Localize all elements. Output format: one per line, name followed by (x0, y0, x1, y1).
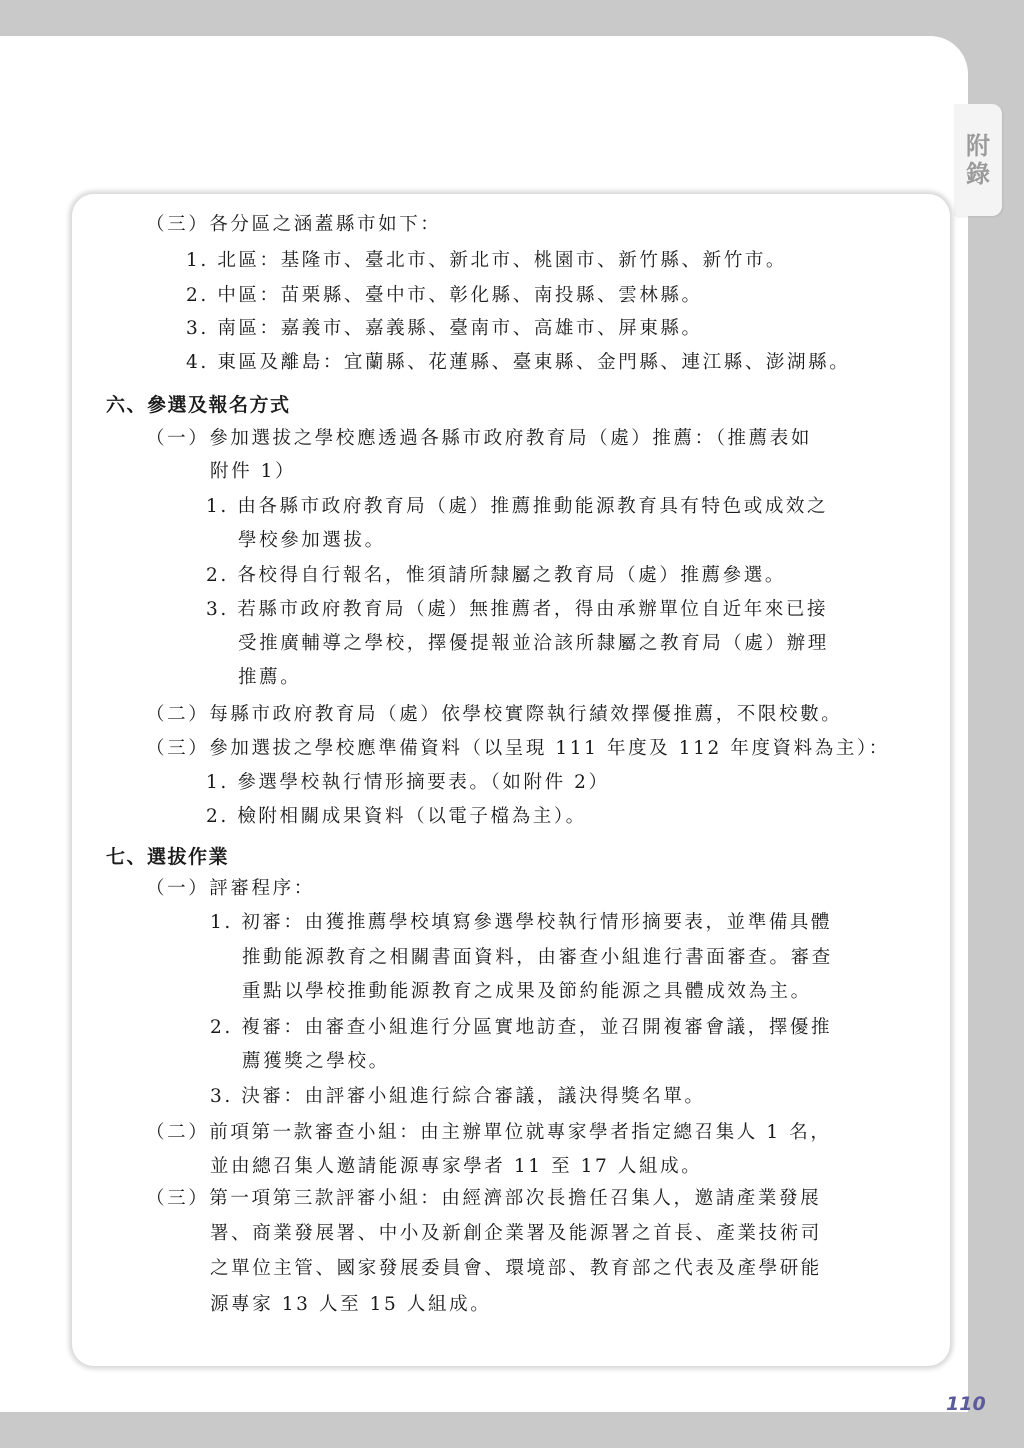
list-item: 重點以學校推動能源教育之成果及節約能源之具體成效為主。 (242, 981, 812, 1002)
list-item: 推薦。 (238, 667, 302, 688)
section-heading: 六、參選及報名方式 (106, 394, 291, 416)
list-item: 2. 中區：苗栗縣、臺中市、彰化縣、南投縣、雲林縣。 (186, 285, 703, 306)
list-item: 署、商業發展署、中小及新創企業署及能源署之首長、產業技術司 (210, 1223, 822, 1244)
appendix-tab (954, 104, 1002, 216)
list-item: 2. 各校得自行報名，惟須請所隸屬之教育局（處）推薦參選。 (206, 565, 786, 586)
list-item: 1. 參選學校執行情形摘要表。（如附件 2） (206, 772, 610, 793)
list-item: 1. 由各縣市政府教育局（處）推薦推動能源教育具有特色或成效之 (206, 496, 829, 517)
appendix-tab-char: 錄 (966, 160, 990, 188)
list-item: （三）參加選拔之學校應準備資料（以呈現 111 年度及 112 年度資料為主）： (146, 738, 890, 759)
list-item: 3. 南區：嘉義市、嘉義縣、臺南市、高雄市、屏東縣。 (186, 318, 703, 339)
list-item: 3. 若縣市政府教育局（處）無推薦者，得由承辦單位自近年來已接 (206, 599, 829, 620)
section-heading: 七、選拔作業 (106, 846, 230, 868)
list-item: 2. 複審：由審查小組進行分區實地訪查，並召開複審會議，擇優推 (210, 1017, 833, 1038)
list-item: 之單位主管、國家發展委員會、環境部、教育部之代表及產學研能 (210, 1258, 822, 1279)
list-item: （一）參加選拔之學校應透過各縣市政府教育局（處）推薦：（推薦表如 (146, 428, 812, 449)
list-item: （二）每縣市政府教育局（處）依學校實際執行績效擇優推薦，不限校數。 (146, 704, 843, 725)
list-item: 並由總召集人邀請能源專家學者 11 至 17 人組成。 (210, 1156, 703, 1177)
list-item: （三）各分區之涵蓋縣市如下： (146, 214, 442, 235)
list-item: 4. 東區及離島：宜蘭縣、花蓮縣、臺東縣、金門縣、連江縣、澎湖縣。 (186, 352, 851, 373)
page-number: 110 (946, 1393, 986, 1415)
list-item: 1. 初審：由獲推薦學校填寫參選學校執行情形摘要表，並準備具體 (210, 912, 833, 933)
list-item: 附件 1） (210, 461, 297, 482)
list-item: 學校參加選拔。 (238, 530, 386, 551)
list-item: 2. 檢附相關成果資料（以電子檔為主）。 (206, 806, 587, 827)
list-item: 受推廣輔導之學校，擇優提報並洽該所隸屬之教育局（處）辦理 (238, 633, 829, 654)
list-item: 3. 決審：由評審小組進行綜合審議，議決得獎名單。 (210, 1086, 706, 1107)
bottom-band (0, 1412, 1024, 1448)
content-card (72, 194, 950, 1366)
list-item: 源專家 13 人至 15 人組成。 (210, 1294, 492, 1315)
list-item: 薦獲獎之學校。 (242, 1051, 390, 1072)
list-item: （二）前項第一款審查小組：由主辦單位就專家學者指定總召集人 1 名， (146, 1122, 832, 1143)
list-item: （一）評審程序： (146, 878, 315, 899)
appendix-tab-char: 附 (966, 132, 990, 160)
list-item: 推動能源教育之相關書面資料，由審查小組進行書面審查。審查 (242, 947, 833, 968)
list-item: （三）第一項第三款評審小組：由經濟部次長擔任召集人，邀請產業發展 (146, 1188, 822, 1209)
list-item: 1. 北區：基隆市、臺北市、新北市、桃園市、新竹縣、新竹市。 (186, 250, 788, 271)
